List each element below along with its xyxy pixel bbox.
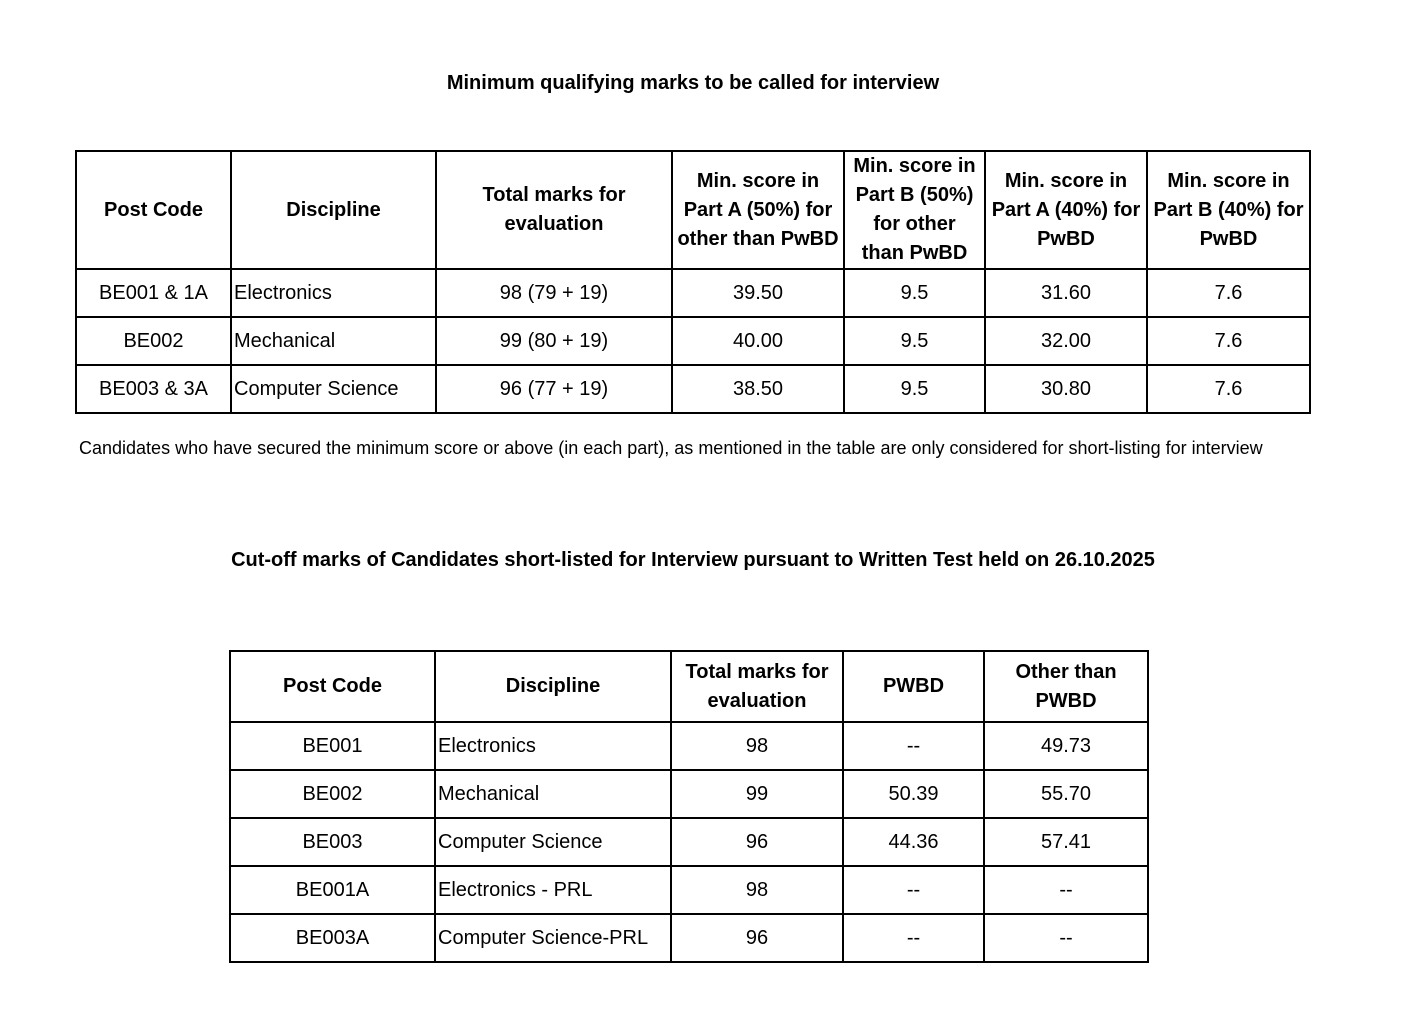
table-header-row xyxy=(76,151,1310,269)
table-row xyxy=(230,914,1148,962)
post-code-cell: BE003A xyxy=(230,914,435,962)
post-code-cell: BE001 & 1A xyxy=(76,269,231,317)
shortlisting-note: Candidates who have secured the minimum score or above (in each part), as mentioned in the table are only considered for short-listing for interview xyxy=(79,438,1263,458)
discipline-cell: Mechanical xyxy=(231,317,436,365)
other-than-pwbd-cutoff-cell: 49.73 xyxy=(984,722,1148,770)
table-row xyxy=(230,866,1148,914)
post-code-cell: BE002 xyxy=(76,317,231,365)
min-part-a-general-cell: 38.50 xyxy=(672,365,844,413)
discipline-cell: Electronics xyxy=(435,722,671,770)
table-row xyxy=(230,722,1148,770)
total-marks-cell: 98 xyxy=(671,866,843,914)
total-marks-cell: 96 (77 + 19) xyxy=(436,365,672,413)
table-header-row xyxy=(230,651,1148,722)
cutoff-marks-title: Cut-off marks of Candidates short-listed for Interview pursuant to Written Test held on 26.10.2025 xyxy=(231,549,1155,571)
other-than-pwbd-cutoff-cell: -- xyxy=(984,866,1148,914)
header-pwbd: PWBD xyxy=(843,651,984,722)
discipline-cell: Computer Science-PRL xyxy=(435,914,671,962)
cutoff-marks-table xyxy=(229,650,1149,963)
header-discipline: Discipline xyxy=(231,151,436,269)
header-discipline: Discipline xyxy=(435,651,671,722)
post-code-cell: BE002 xyxy=(230,770,435,818)
total-marks-cell: 96 xyxy=(671,914,843,962)
header-min-part-a-pwbd: Min. score in Part A (40%) for PwBD xyxy=(985,151,1147,269)
header-post-code: Post Code xyxy=(230,651,435,722)
discipline-cell: Electronics xyxy=(231,269,436,317)
table-row xyxy=(76,317,1310,365)
pwbd-cutoff-cell: 44.36 xyxy=(843,818,984,866)
post-code-cell: BE003 & 3A xyxy=(76,365,231,413)
header-total-marks: Total marks for evaluation xyxy=(436,151,672,269)
other-than-pwbd-cutoff-cell: 57.41 xyxy=(984,818,1148,866)
header-min-part-b-general: Min. score in Part B (50%) for other than PwBD xyxy=(844,151,985,269)
post-code-cell: BE003 xyxy=(230,818,435,866)
total-marks-cell: 98 (79 + 19) xyxy=(436,269,672,317)
total-marks-cell: 99 xyxy=(671,770,843,818)
total-marks-cell: 99 (80 + 19) xyxy=(436,317,672,365)
min-part-b-pwbd-cell: 7.6 xyxy=(1147,317,1310,365)
discipline-cell: Computer Science xyxy=(231,365,436,413)
header-total-marks: Total marks for evaluation xyxy=(671,651,843,722)
min-part-a-pwbd-cell: 32.00 xyxy=(985,317,1147,365)
header-other-than-pwbd: Other than PWBD xyxy=(984,651,1148,722)
pwbd-cutoff-cell: -- xyxy=(843,914,984,962)
min-part-b-general-cell: 9.5 xyxy=(844,317,985,365)
table-row xyxy=(76,365,1310,413)
discipline-cell: Mechanical xyxy=(435,770,671,818)
total-marks-cell: 98 xyxy=(671,722,843,770)
qualifying-marks-table xyxy=(75,150,1311,414)
pwbd-cutoff-cell: -- xyxy=(843,722,984,770)
header-min-part-b-pwbd: Min. score in Part B (40%) for PwBD xyxy=(1147,151,1310,269)
header-post-code: Post Code xyxy=(76,151,231,269)
post-code-cell: BE001A xyxy=(230,866,435,914)
discipline-cell: Electronics - PRL xyxy=(435,866,671,914)
min-part-b-pwbd-cell: 7.6 xyxy=(1147,365,1310,413)
min-part-a-pwbd-cell: 31.60 xyxy=(985,269,1147,317)
table-row xyxy=(230,770,1148,818)
header-min-part-a-general: Min. score in Part A (50%) for other than PwBD xyxy=(672,151,844,269)
total-marks-cell: 96 xyxy=(671,818,843,866)
qualifying-marks-title: Minimum qualifying marks to be called for interview xyxy=(446,72,940,94)
discipline-cell: Computer Science xyxy=(435,818,671,866)
pwbd-cutoff-cell: 50.39 xyxy=(843,770,984,818)
min-part-b-pwbd-cell: 7.6 xyxy=(1147,269,1310,317)
other-than-pwbd-cutoff-cell: -- xyxy=(984,914,1148,962)
min-part-b-general-cell: 9.5 xyxy=(844,269,985,317)
post-code-cell: BE001 xyxy=(230,722,435,770)
min-part-a-general-cell: 39.50 xyxy=(672,269,844,317)
other-than-pwbd-cutoff-cell: 55.70 xyxy=(984,770,1148,818)
pwbd-cutoff-cell: -- xyxy=(843,866,984,914)
min-part-b-general-cell: 9.5 xyxy=(844,365,985,413)
table-row xyxy=(76,269,1310,317)
table-row xyxy=(230,818,1148,866)
min-part-a-pwbd-cell: 30.80 xyxy=(985,365,1147,413)
min-part-a-general-cell: 40.00 xyxy=(672,317,844,365)
